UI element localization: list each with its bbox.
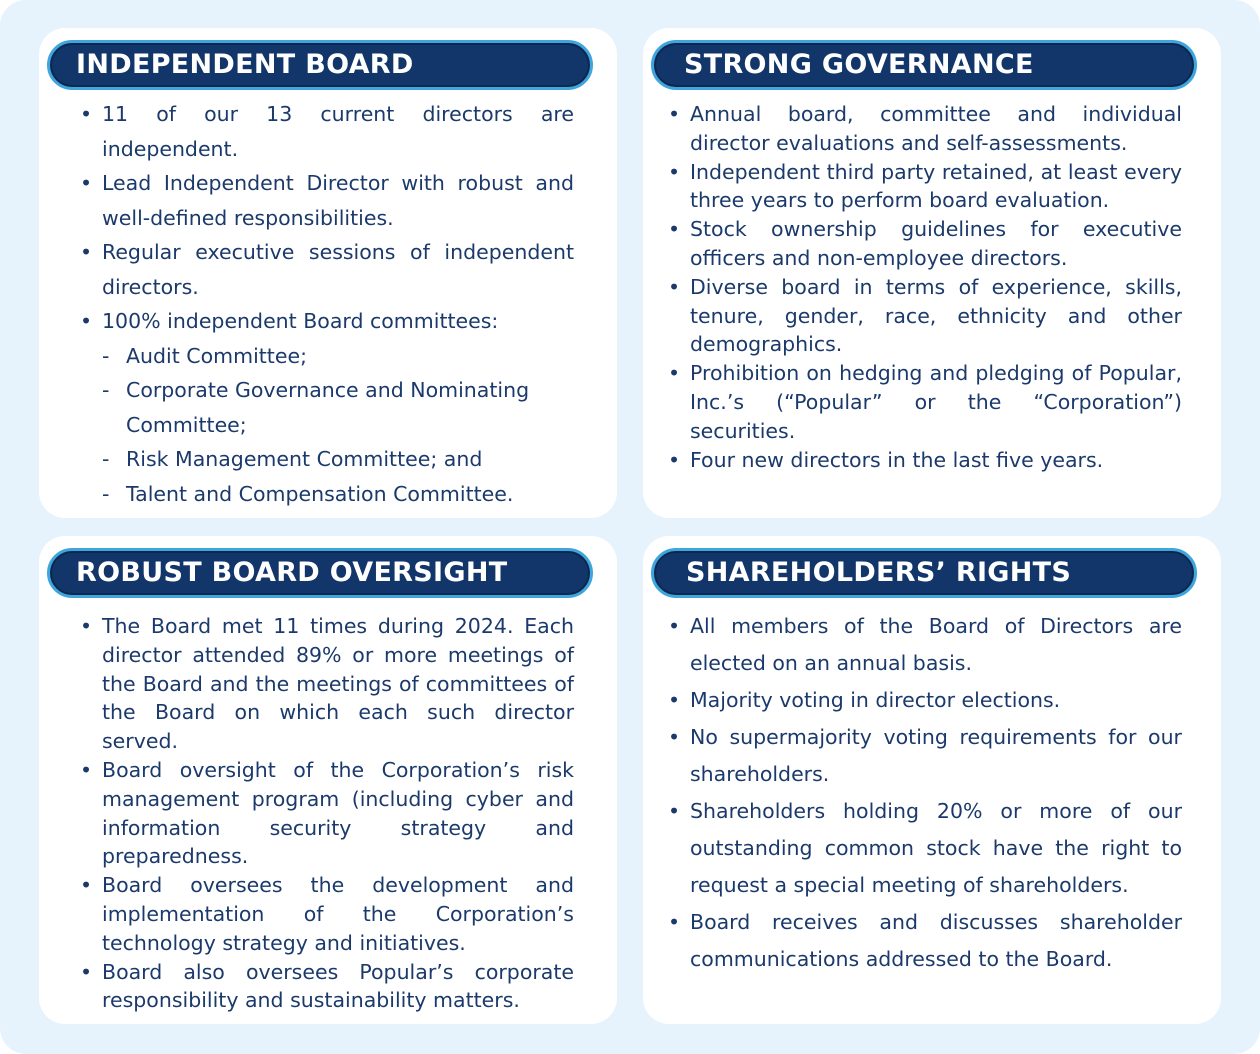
list-item: • All members of the Board of Directors are elected on an annual basis. xyxy=(666,608,1182,682)
committee-item: - Corporate Governance and Nominating Committee; xyxy=(102,373,574,442)
committee-list xyxy=(102,339,574,512)
list-item: • Board oversight of the Corporation’s risk management program (including cyber and information security strategy and preparedness. xyxy=(78,756,574,871)
committees-intro: 100% independent Board committees: xyxy=(102,309,499,333)
list-item xyxy=(78,304,574,511)
list-item: • Four new directors in the last five years. xyxy=(666,446,1182,475)
strong-governance-list xyxy=(666,100,1182,474)
list-item: • Shareholders holding 20% or more of our outstanding common stock have the right to request a special meeting of shareholders. xyxy=(666,793,1182,904)
list-item: • Annual board, committee and individual director evaluations and self-assessments. xyxy=(666,100,1182,158)
list-item: • Board receives and discusses shareholder communications addressed to the Board. xyxy=(666,904,1182,978)
robust-board-oversight-list xyxy=(78,612,574,1015)
list-item: • Diverse board in terms of experience, skills, tenure, gender, race, ethnicity and other demographics. xyxy=(666,273,1182,359)
strong-governance-heading: STRONG GOVERNANCE xyxy=(651,40,1197,90)
committee-item: - Audit Committee; xyxy=(102,339,574,374)
list-item: • Regular executive sessions of independent directors. xyxy=(78,235,574,304)
list-item: • Board also oversees Popular’s corporate responsibility and sustainability matters. xyxy=(78,958,574,1016)
independent-board-list xyxy=(78,97,574,511)
shareholders-rights-heading: SHAREHOLDERS’ RIGHTS xyxy=(651,548,1197,598)
list-item: • The Board met 11 times during 2024. Each director attended 89% or more meetings of the Board and the meetings of committees of the Board on which each such director served. xyxy=(78,612,574,756)
shareholders-rights-list xyxy=(666,608,1182,978)
list-item: • Majority voting in director elections. xyxy=(666,682,1182,719)
list-item: • Stock ownership guidelines for executive officers and non-employee directors. xyxy=(666,215,1182,273)
list-item: • No supermajority voting requirements for our shareholders. xyxy=(666,719,1182,793)
list-item: • Independent third party retained, at least every three years to perform board evaluation. xyxy=(666,158,1182,216)
committee-item: - Risk Management Committee; and xyxy=(102,442,574,477)
list-item: • 11 of our 13 current directors are independent. xyxy=(78,97,574,166)
list-item: • Board oversees the development and implementation of the Corporation’s technology strategy and initiatives. xyxy=(78,871,574,957)
independent-board-heading: INDEPENDENT BOARD xyxy=(47,40,593,90)
robust-board-oversight-heading: ROBUST BOARD OVERSIGHT xyxy=(47,548,593,598)
committee-item: - Talent and Compensation Committee. xyxy=(102,477,574,512)
list-item: • Lead Independent Director with robust and well-defined responsibilities. xyxy=(78,166,574,235)
list-item: • Prohibition on hedging and pledging of Popular, Inc.’s (“Popular” or the “Corporation”) securities. xyxy=(666,359,1182,445)
